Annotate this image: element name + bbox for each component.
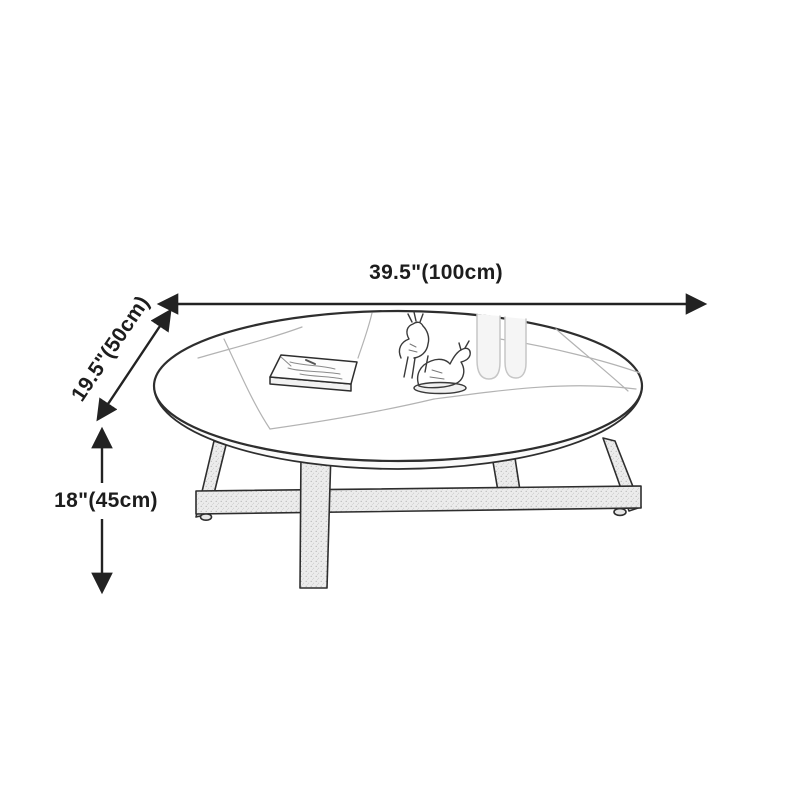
width-dimension-label: 39.5"(100cm) (369, 261, 503, 284)
depth-dimension-label: 19.5"(50cm) (66, 291, 155, 406)
coffee-table-illustration (154, 311, 642, 588)
height-dimension-label: 18"(45cm) (54, 489, 158, 512)
book-decor (270, 355, 357, 391)
